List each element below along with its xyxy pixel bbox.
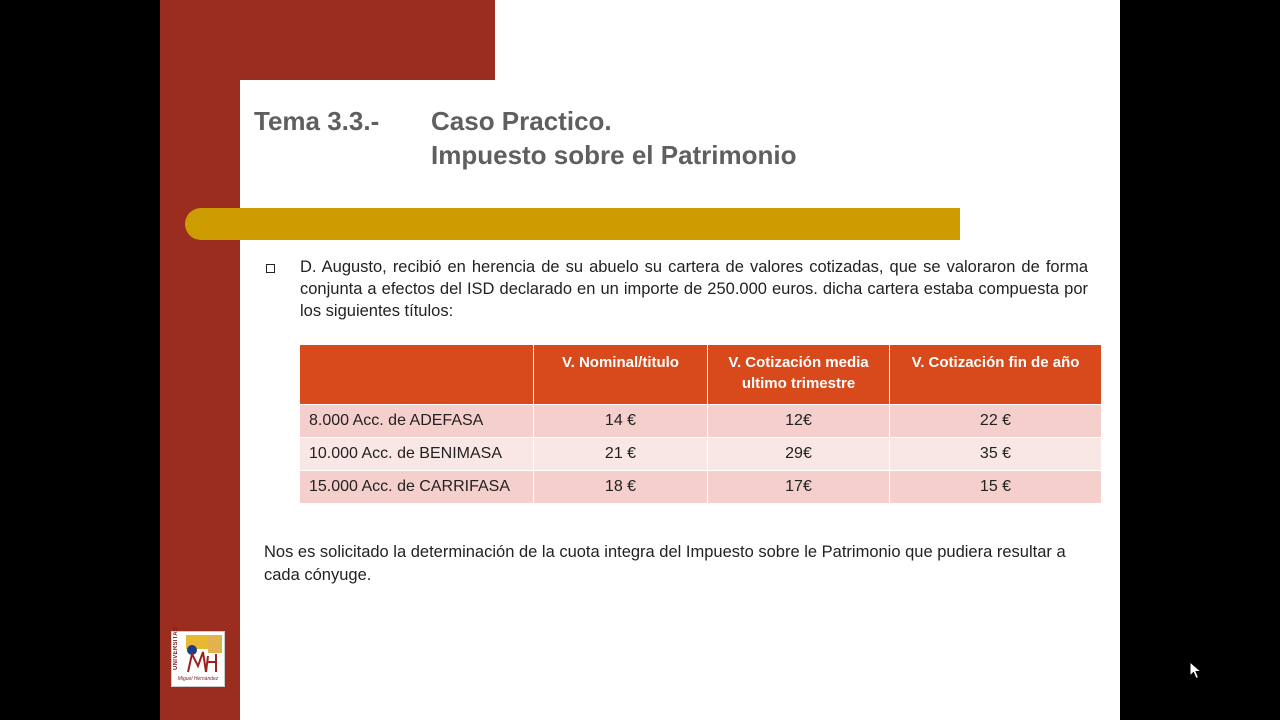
square-bullet-icon <box>266 264 275 273</box>
slide <box>160 0 1120 720</box>
securities-table <box>300 345 1101 503</box>
table-row <box>300 471 1101 504</box>
university-logo <box>171 626 225 687</box>
nominal-value: 18 € <box>534 471 708 504</box>
table-header-avg-quote: V. Cotización media ultimo trimestre <box>708 345 890 405</box>
logo-caption: Miguel Hernández <box>177 676 219 682</box>
avg-quote-value: 17€ <box>708 471 890 504</box>
gold-divider-bar <box>185 208 960 240</box>
logo-vertical-text: UNIVERSITAS <box>173 626 179 670</box>
table-header-row <box>300 345 1101 405</box>
top-red-block <box>240 0 495 80</box>
table-header-year-end-quote: V. Cotización fin de año <box>890 345 1102 405</box>
closing-paragraph: Nos es solicitado la determinación de la cuota integra del Impuesto sobre le Patrimonio que pudiera resultar a cada cónyuge. <box>264 543 1066 584</box>
security-name: 10.000 Acc. de BENIMASA <box>300 438 534 471</box>
mouse-cursor-icon <box>1189 661 1203 681</box>
table-row <box>300 438 1101 471</box>
security-name: 15.000 Acc. de CARRIFASA <box>300 471 534 504</box>
title-line-1: Caso Practico. <box>431 106 612 136</box>
year-end-quote-value: 22 € <box>890 405 1102 438</box>
avg-quote-value: 12€ <box>708 405 890 438</box>
security-name: 8.000 Acc. de ADEFASA <box>300 405 534 438</box>
year-end-quote-value: 35 € <box>890 438 1102 471</box>
table-row <box>300 405 1101 438</box>
table-header-nominal: V. Nominal/titulo <box>534 345 708 405</box>
nominal-value: 14 € <box>534 405 708 438</box>
year-end-quote-value: 15 € <box>890 471 1102 504</box>
case-paragraph: D. Augusto, recibió en herencia de su abuelo su cartera de valores cotizadas, que se valoraron de forma conjunta a efectos del ISD declarado en un importe de 250.000 euros. dicha cartera estaba compuesta por los siguientes títulos: <box>300 258 1088 320</box>
title-line-2: Impuesto sobre el Patrimonio <box>431 140 797 170</box>
table-header-blank <box>300 345 534 405</box>
nominal-value: 21 € <box>534 438 708 471</box>
avg-quote-value: 29€ <box>708 438 890 471</box>
title-number: Tema 3.3.- <box>254 106 380 136</box>
left-red-band <box>160 0 240 720</box>
